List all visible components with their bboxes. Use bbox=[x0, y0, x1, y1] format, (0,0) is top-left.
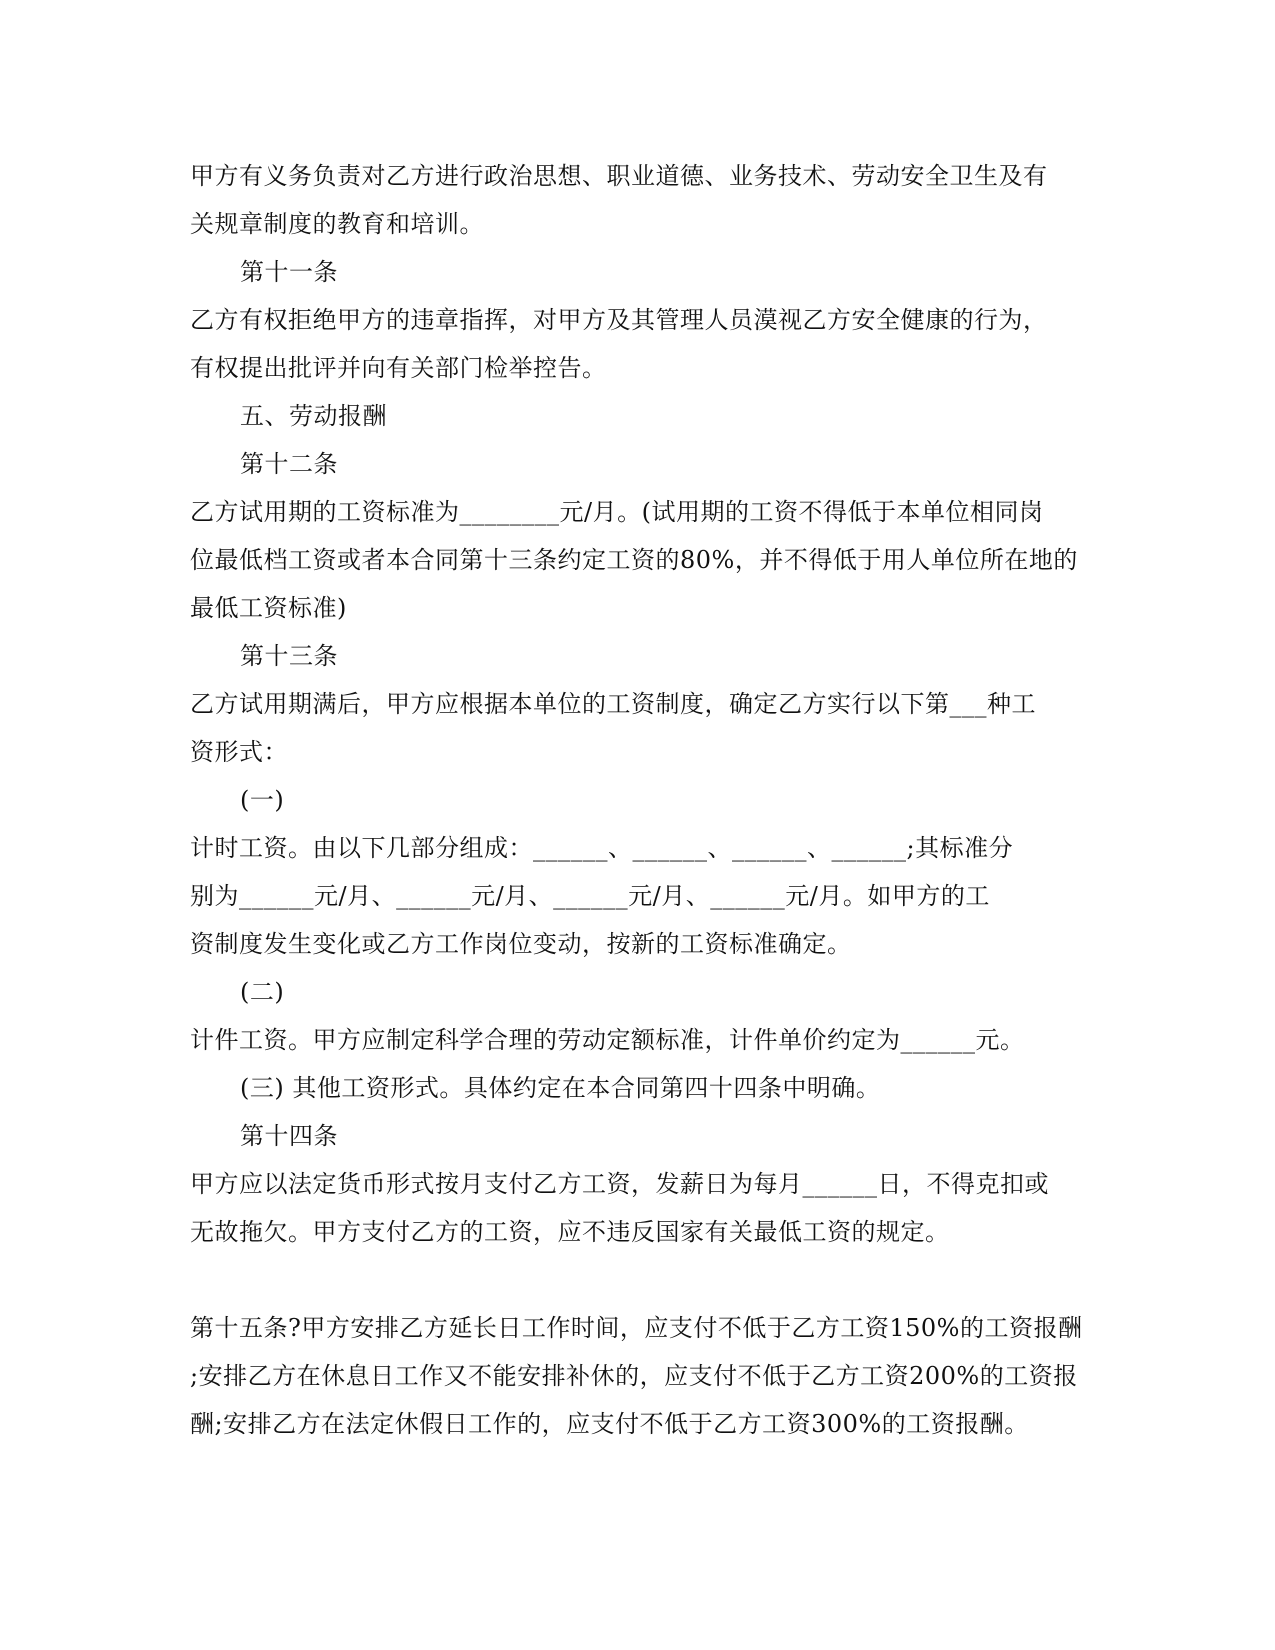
paragraph-line: 甲方有义务负责对乙方进行政治思想、职业道德、业务技术、劳动安全卫生及有 bbox=[190, 162, 1048, 190]
paragraph-line: 乙方试用期的工资标准为________元/月。(试用期的工资不得低于本单位相同岗 bbox=[190, 498, 1044, 526]
paragraph-line: 最低工资标准) bbox=[190, 594, 347, 622]
paragraph-line: 关规章制度的教育和培训。 bbox=[190, 210, 484, 238]
paragraph-line: 有权提出批评并向有关部门检举控告。 bbox=[190, 354, 607, 382]
paragraph-line: 乙方试用期满后，甲方应根据本单位的工资制度，确定乙方实行以下第___种工 bbox=[190, 690, 1036, 718]
paragraph-line: 第十五条?甲方安排乙方延长日工作时间，应支付不低于乙方工资150%的工资报酬 bbox=[190, 1314, 1083, 1342]
paragraph-line: 无故拖欠。甲方支付乙方的工资，应不违反国家有关最低工资的规定。 bbox=[190, 1218, 950, 1246]
item-paragraph: (三) 其他工资形式。具体约定在本合同第四十四条中明确。 bbox=[240, 1074, 881, 1102]
article-heading: 第十四条 bbox=[240, 1122, 338, 1150]
article-heading: 第十一条 bbox=[240, 258, 338, 286]
paragraph-line: 酬;安排乙方在法定休假日工作的，应支付不低于乙方工资300%的工资报酬。 bbox=[190, 1410, 1029, 1438]
article-heading: 第十二条 bbox=[240, 450, 338, 478]
paragraph-line: 位最低档工资或者本合同第十三条约定工资的80%，并不得低于用人单位所在地的 bbox=[190, 546, 1078, 574]
document-body bbox=[190, 152, 1090, 1448]
paragraph-line: 资形式： bbox=[190, 738, 288, 766]
paragraph-line: 甲方应以法定货币形式按月支付乙方工资，发薪日为每月______日，不得克扣或 bbox=[190, 1170, 1049, 1198]
item-heading: (二) bbox=[240, 978, 285, 1006]
item-heading: (一) bbox=[240, 786, 285, 814]
article-heading: 第十三条 bbox=[240, 642, 338, 670]
section-heading: 五、劳动报酬 bbox=[240, 402, 387, 430]
paragraph-gap bbox=[190, 1256, 1090, 1304]
paragraph-line: 乙方有权拒绝甲方的违章指挥，对甲方及其管理人员漠视乙方安全健康的行为， bbox=[190, 306, 1048, 334]
paragraph-line: 资制度发生变化或乙方工作岗位变动，按新的工资标准确定。 bbox=[190, 930, 852, 958]
paragraph-line: 别为______元/月、______元/月、______元/月、______元/月。如甲方的工 bbox=[190, 882, 990, 910]
paragraph-line: 计时工资。由以下几部分组成：______、______、______、______;其标准分 bbox=[190, 834, 1014, 862]
paragraph-line: ;安排乙方在休息日工作又不能安排补休的，应支付不低于乙方工资200%的工资报 bbox=[190, 1362, 1078, 1390]
paragraph-line: 计件工资。甲方应制定科学合理的劳动定额标准，计件单价约定为______元。 bbox=[190, 1026, 1025, 1054]
